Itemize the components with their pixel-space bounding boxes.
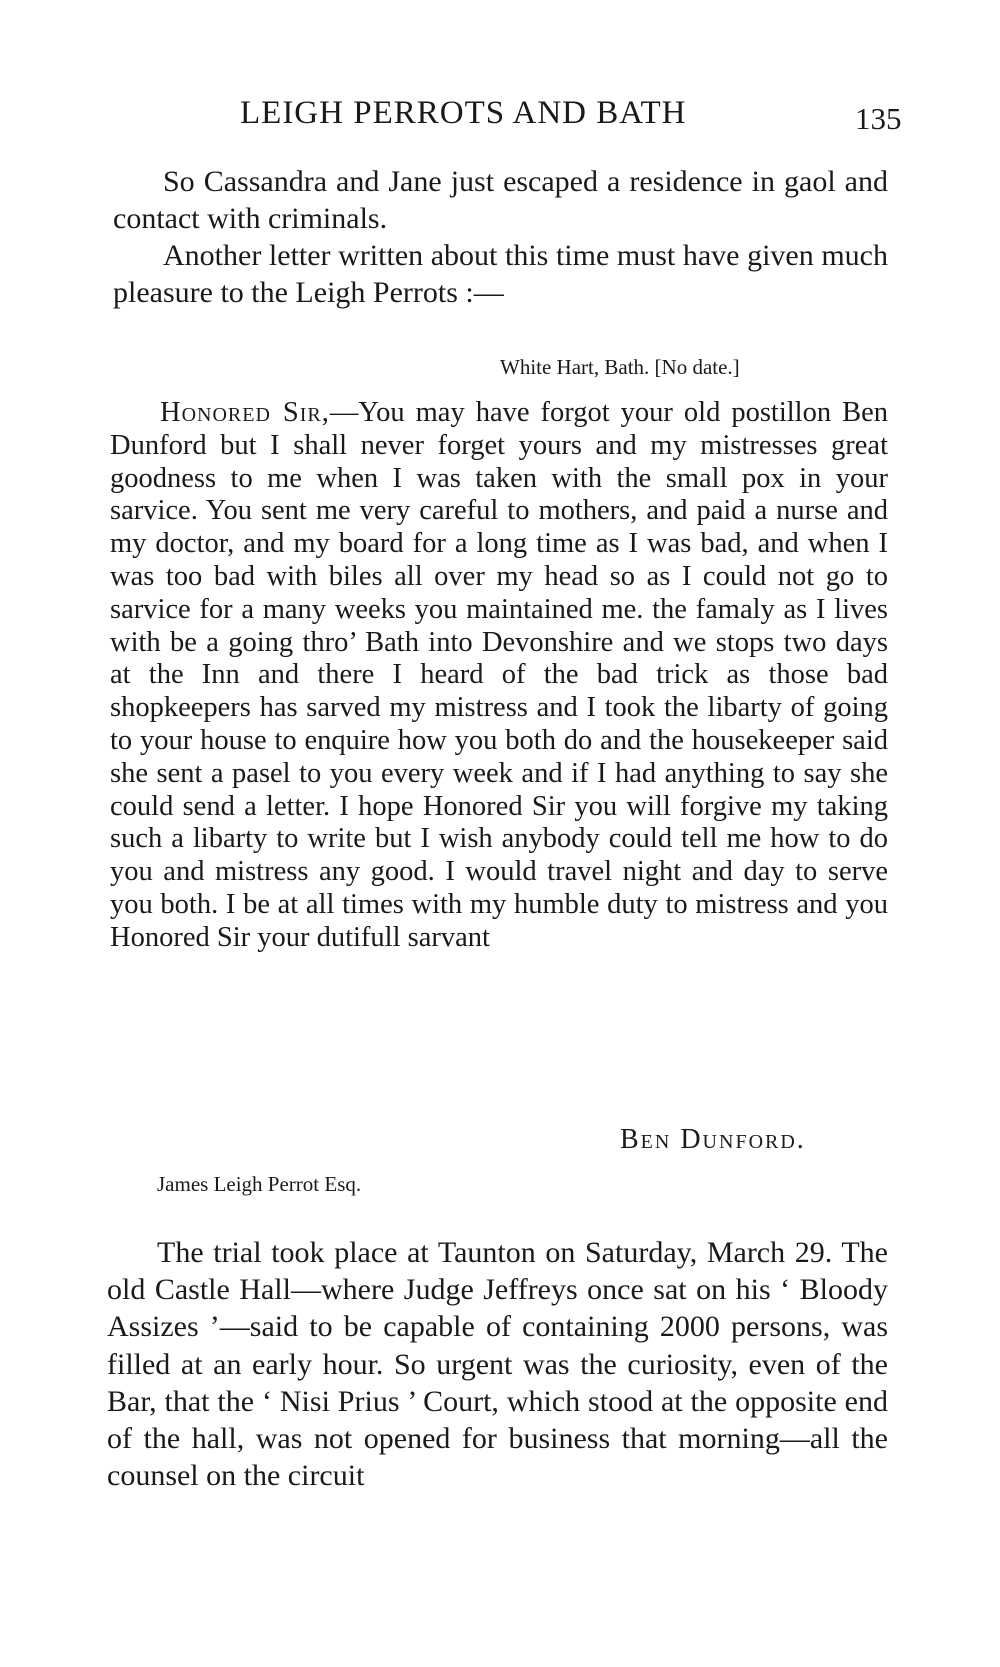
trial-section bbox=[107, 1234, 888, 1494]
letter-paragraph bbox=[110, 397, 888, 955]
page-number: 135 bbox=[855, 101, 902, 136]
intro-section bbox=[113, 163, 888, 311]
intro-paragraph-2: Another letter written about this time must have given much pleasure to the Leigh Perrots :— bbox=[113, 239, 888, 309]
intro-paragraph-1: So Cassandra and Jane just escaped a residence in gaol and contact with criminals. bbox=[113, 165, 888, 235]
letter-text: —You may have forgot your old postillon Ben Dunford but I shall never forget yours and my mistresses great goodness to me when I was taken with the small pox in your sarvice. You sent me very careful to mothers, and paid a nurse and my doctor, and my board for a long time as I was bad, and when I was too bad with biles all over my head so as I could not go to sarvice for a many weeks you maintained me. the famaly as I lives with be a going thro’ Bath into Devonshire and we stops two days at the Inn and there I heard of the bad trick as those bad shopkeepers has sarved my mistress and I took the libarty of going to your house to enquire how you both do and the housekeeper said she sent a pasel to you every week and if I had anything to say she could send a letter. I hope Honored Sir you will forgive my taking such a libarty to write but I wish anybody could tell me how to do you and mistress any good. I would travel night and day to serve you both. I be at all times with my humble duty to mistress and you Honored Sir your dutifull sarvant bbox=[110, 397, 888, 953]
letter-salutation: Honored Sir, bbox=[160, 397, 330, 428]
trial-paragraph: The trial took place at Taunton on Saturday, March 29. The old Castle Hall—where Judge Jeffreys once sat on his ‘ Bloody Assizes ’—said to be capable of containing 2000 persons, was filled at an early hour. So urgent was the curiosity, even of the Bar, that the ‘ Nisi Prius ’ Court, which stood at the opposite end of the hall, was not opened for business that morning—all the counsel on the circuit bbox=[107, 1236, 888, 1493]
letter-dateline: White Hart, Bath. [No date.] bbox=[500, 355, 740, 379]
running-head bbox=[0, 95, 1000, 145]
letter-body bbox=[110, 397, 888, 955]
letter-signature: Ben Dunford. bbox=[620, 1124, 806, 1155]
running-title: LEIGH PERROTS AND BATH bbox=[240, 95, 687, 131]
letter-addressee: James Leigh Perrot Esq. bbox=[157, 1172, 362, 1196]
